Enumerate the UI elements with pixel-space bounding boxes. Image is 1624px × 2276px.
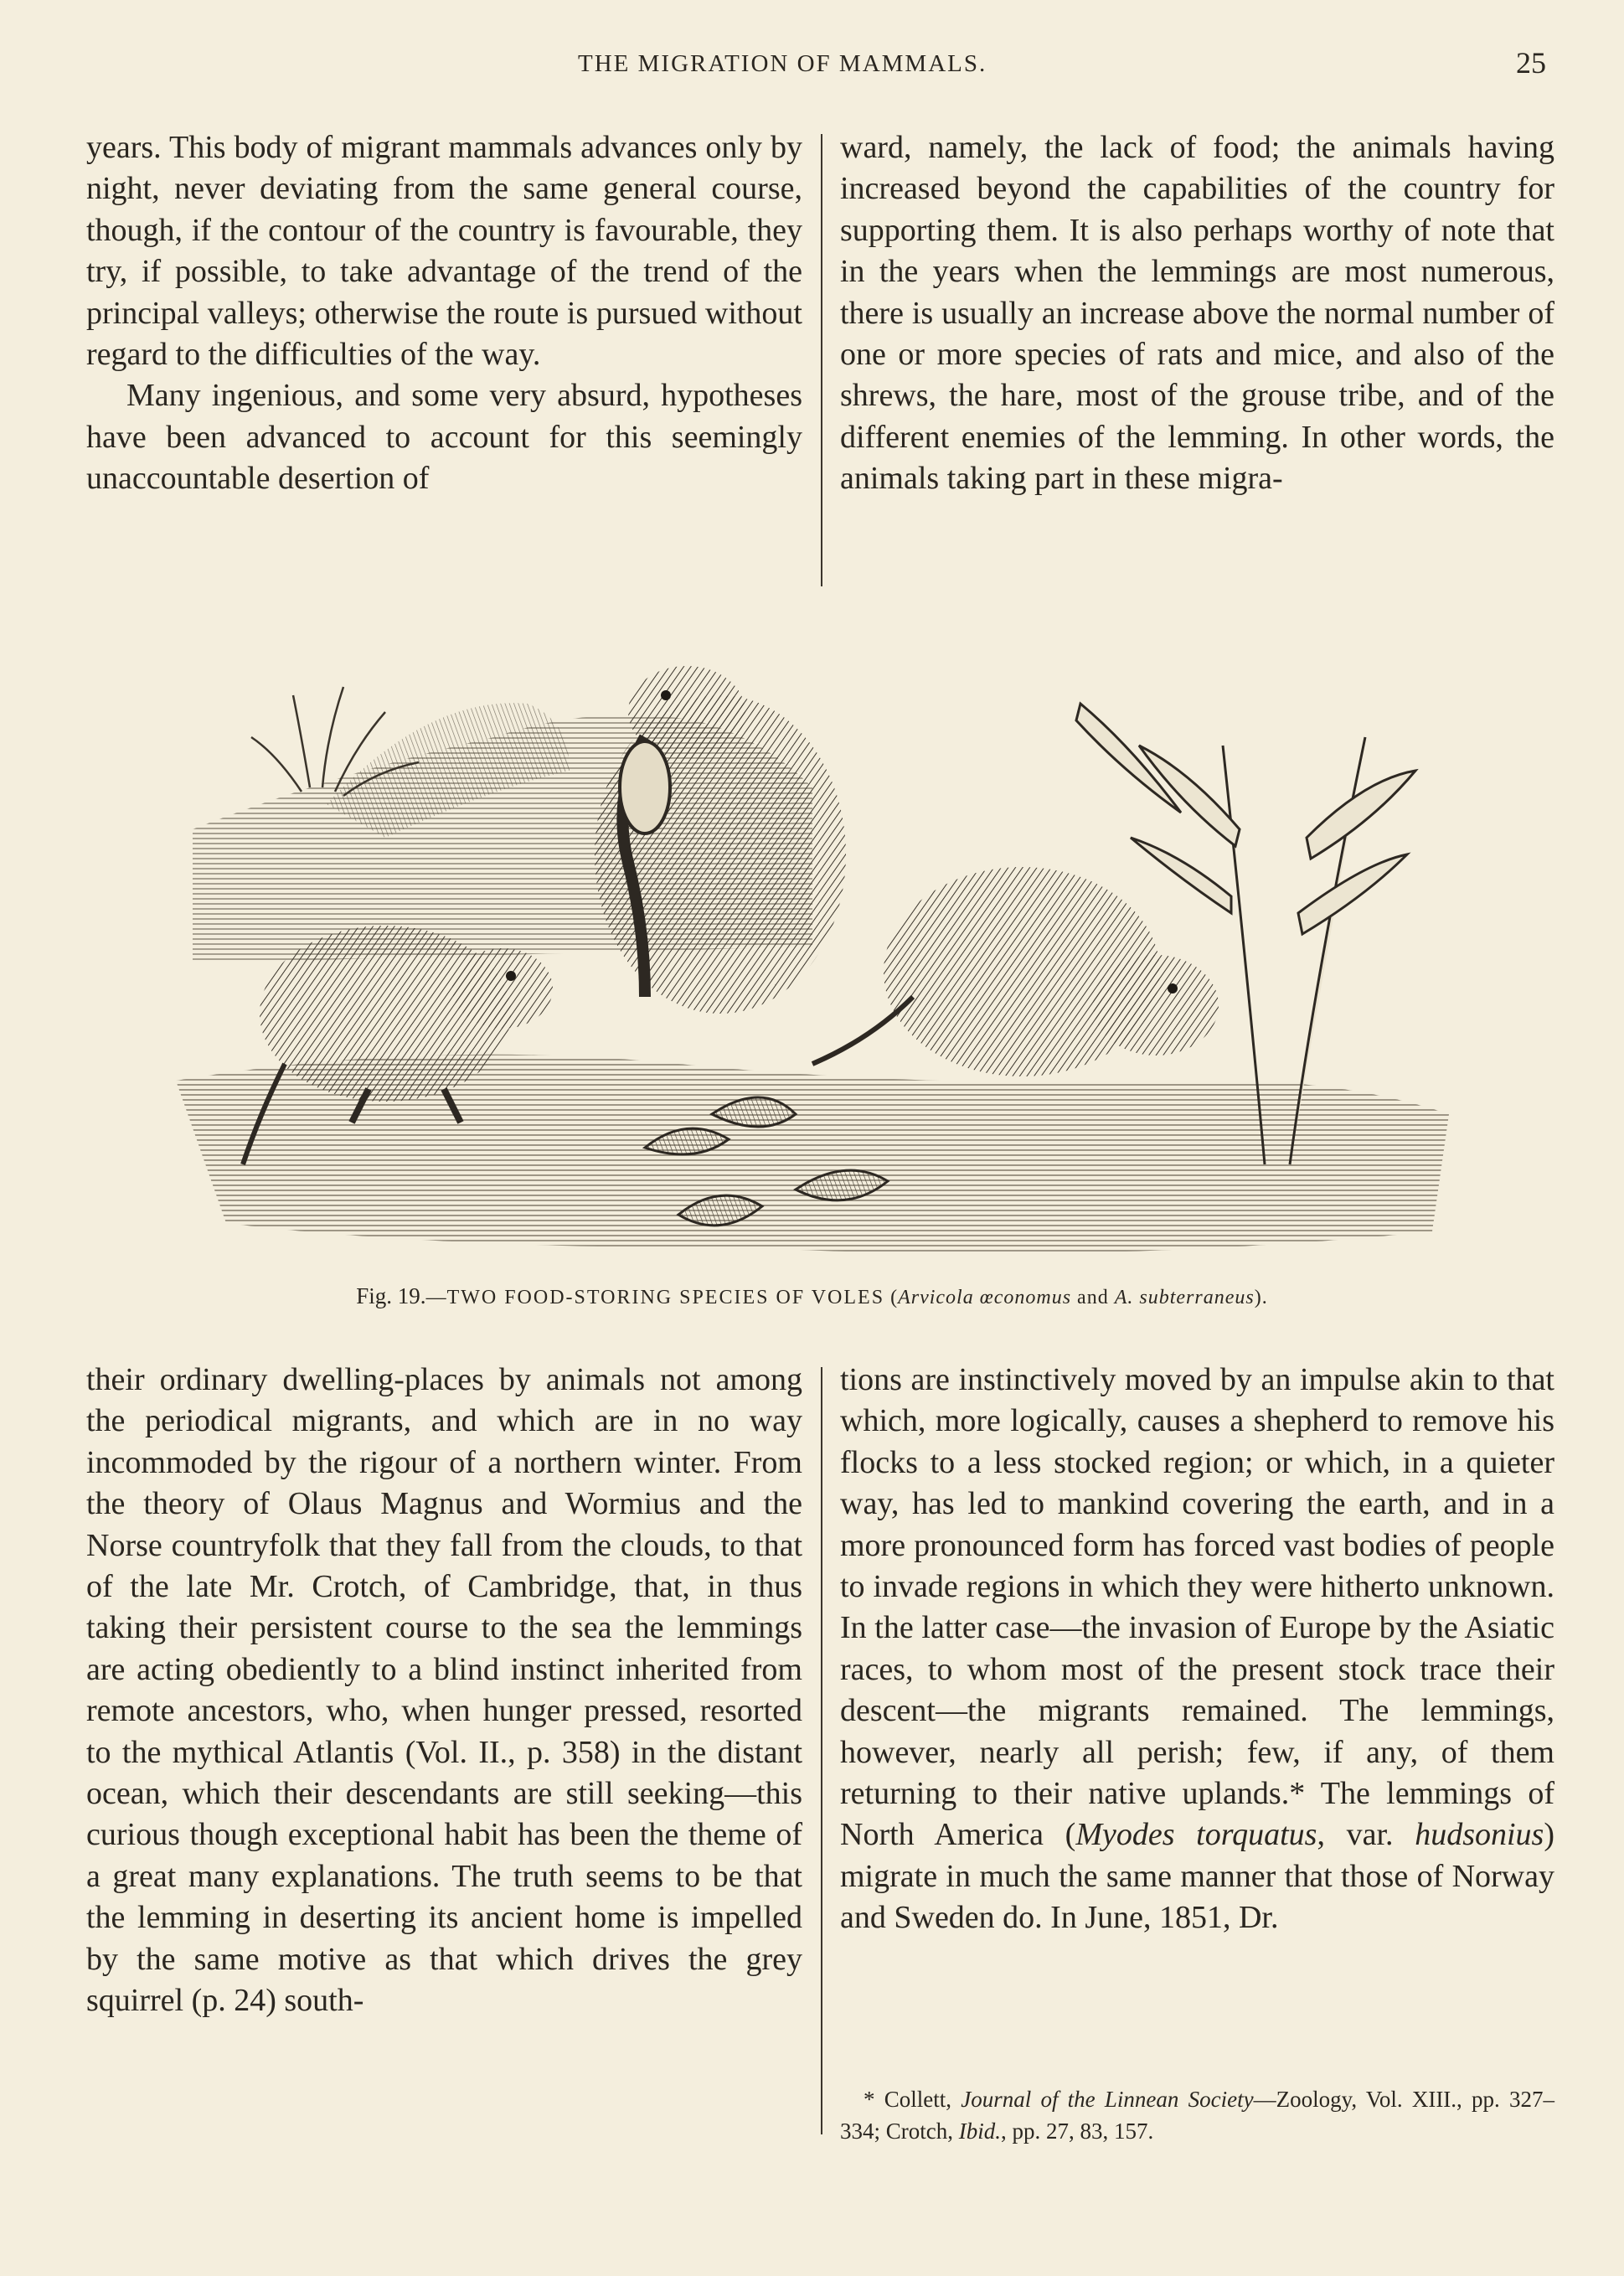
- ibid: Ibid.: [958, 2119, 1001, 2144]
- caption-dash: —: [425, 1287, 447, 1308]
- species-name: Arvicola œconomus: [898, 1287, 1072, 1308]
- column-bottom-left: [86, 1360, 802, 2022]
- footnote-tail: , pp. 27, 83, 157.: [1001, 2119, 1154, 2144]
- column-rule: [821, 134, 822, 586]
- paragraph: [840, 1360, 1554, 1939]
- figure-title: TWO FOOD-STORING SPECIES OF VOLES: [446, 1287, 885, 1308]
- page-number: 25: [1516, 46, 1546, 80]
- running-title: THE MIGRATION OF MAMMALS.: [578, 50, 987, 77]
- journal-title: Journal of the Linnean Society: [961, 2087, 1254, 2112]
- figure-caption: [84, 1283, 1540, 1309]
- column-bottom-right: [840, 1360, 1554, 1939]
- species-name: A. subterraneus: [1114, 1287, 1255, 1308]
- paragraph: Many ingenious, and some very absurd, hypotheses have been advanced to account for this seemingly unaccountable desertion of: [86, 378, 802, 497]
- paragraph-text: ) migrate in much the same manner that those of Norway and Sweden do. In June, 1851, Dr.: [840, 1817, 1554, 1936]
- column-top-left: [86, 127, 802, 500]
- figure-voles-engraving: [176, 645, 1449, 1265]
- caption-paren: (: [884, 1287, 899, 1308]
- column-rule: [821, 1367, 822, 2134]
- paragraph-text: , var.: [1317, 1817, 1415, 1853]
- column-top-right: [840, 127, 1554, 500]
- paragraph: their ordinary dwelling-places by animals not among the periodical migrants, and which are in no way incommoded by the rigour of a northern winter. From the theory of Olaus Magnus and Wormius and the Norse countryfolk that they fall from the clouds, to that of the late Mr. Crotch, of Cambridge, that, in thus taking their persistent course to the sea the lemmings are acting obediently to a blind instinct inherited from remote ancestors, who, when hunger pressed, resorted to the mythical Atlantis (Vol. II., p. 358) in the distant ocean, which their descendants are still seeking—this curious though exceptional habit has been the theme of a great many explanations. The truth seems to be that the lemming in deserting its ancient home is impelled by the same motive as that which drives the grey squirrel (p. 24) south-: [86, 1362, 802, 2019]
- paragraph: ward, namely, the lack of food; the animals having increased beyond the capabilities of the country for supporting them. It is also perhaps worthy of note that in the years when the lemmings are most numerous, there is usually an increase above the normal number of one or more species of rats and mice, and also of the shrews, the hare, most of the grouse tribe, and of the different enemies of the lemming. In other words, the animals taking part in these migra-: [840, 130, 1554, 497]
- figure-label: Fig. 19.: [356, 1283, 426, 1308]
- caption-and: and: [1071, 1287, 1115, 1308]
- footnote: [840, 2083, 1554, 2147]
- footnote-lead: * Collett,: [864, 2087, 962, 2112]
- species-name: Myodes torquatus: [1075, 1817, 1317, 1853]
- footnote-text: [840, 2083, 1554, 2147]
- running-head: [0, 44, 1624, 85]
- species-name: hudsonius: [1415, 1817, 1544, 1853]
- voles-engraving-illustration: [176, 645, 1449, 1265]
- caption-paren: ).: [1254, 1287, 1268, 1308]
- paragraph-text: tions are instinctively moved by an impulse akin to that which, more logically, causes a shepherd to remove his flocks to a less stocked region; or which, in a quieter way, has led to mankind covering the earth, and in a more pronounced form has forced vast bodies of people to invade regions in which they were hitherto unknown. In the latter case—the invasion of Europe by the Asiatic races, to whom most of the present stock trace their descent—the migrants remained. The lemmings, however, nearly all perish; few, if any, of them returning to their native uplands.* The lemmings of North America (: [840, 1362, 1554, 1853]
- paragraph: years. This body of migrant mammals advances only by night, never deviating from the same general course, though, if the contour of the country is favourable, they try, if possible, to take advantage of the trend of the principal valleys; otherwise the route is pursued without regard to the difficulties of the way.: [86, 130, 802, 373]
- footnote-mid: —Zoology, Vol. XIII., pp. 327–334; Crotch,: [840, 2087, 1555, 2144]
